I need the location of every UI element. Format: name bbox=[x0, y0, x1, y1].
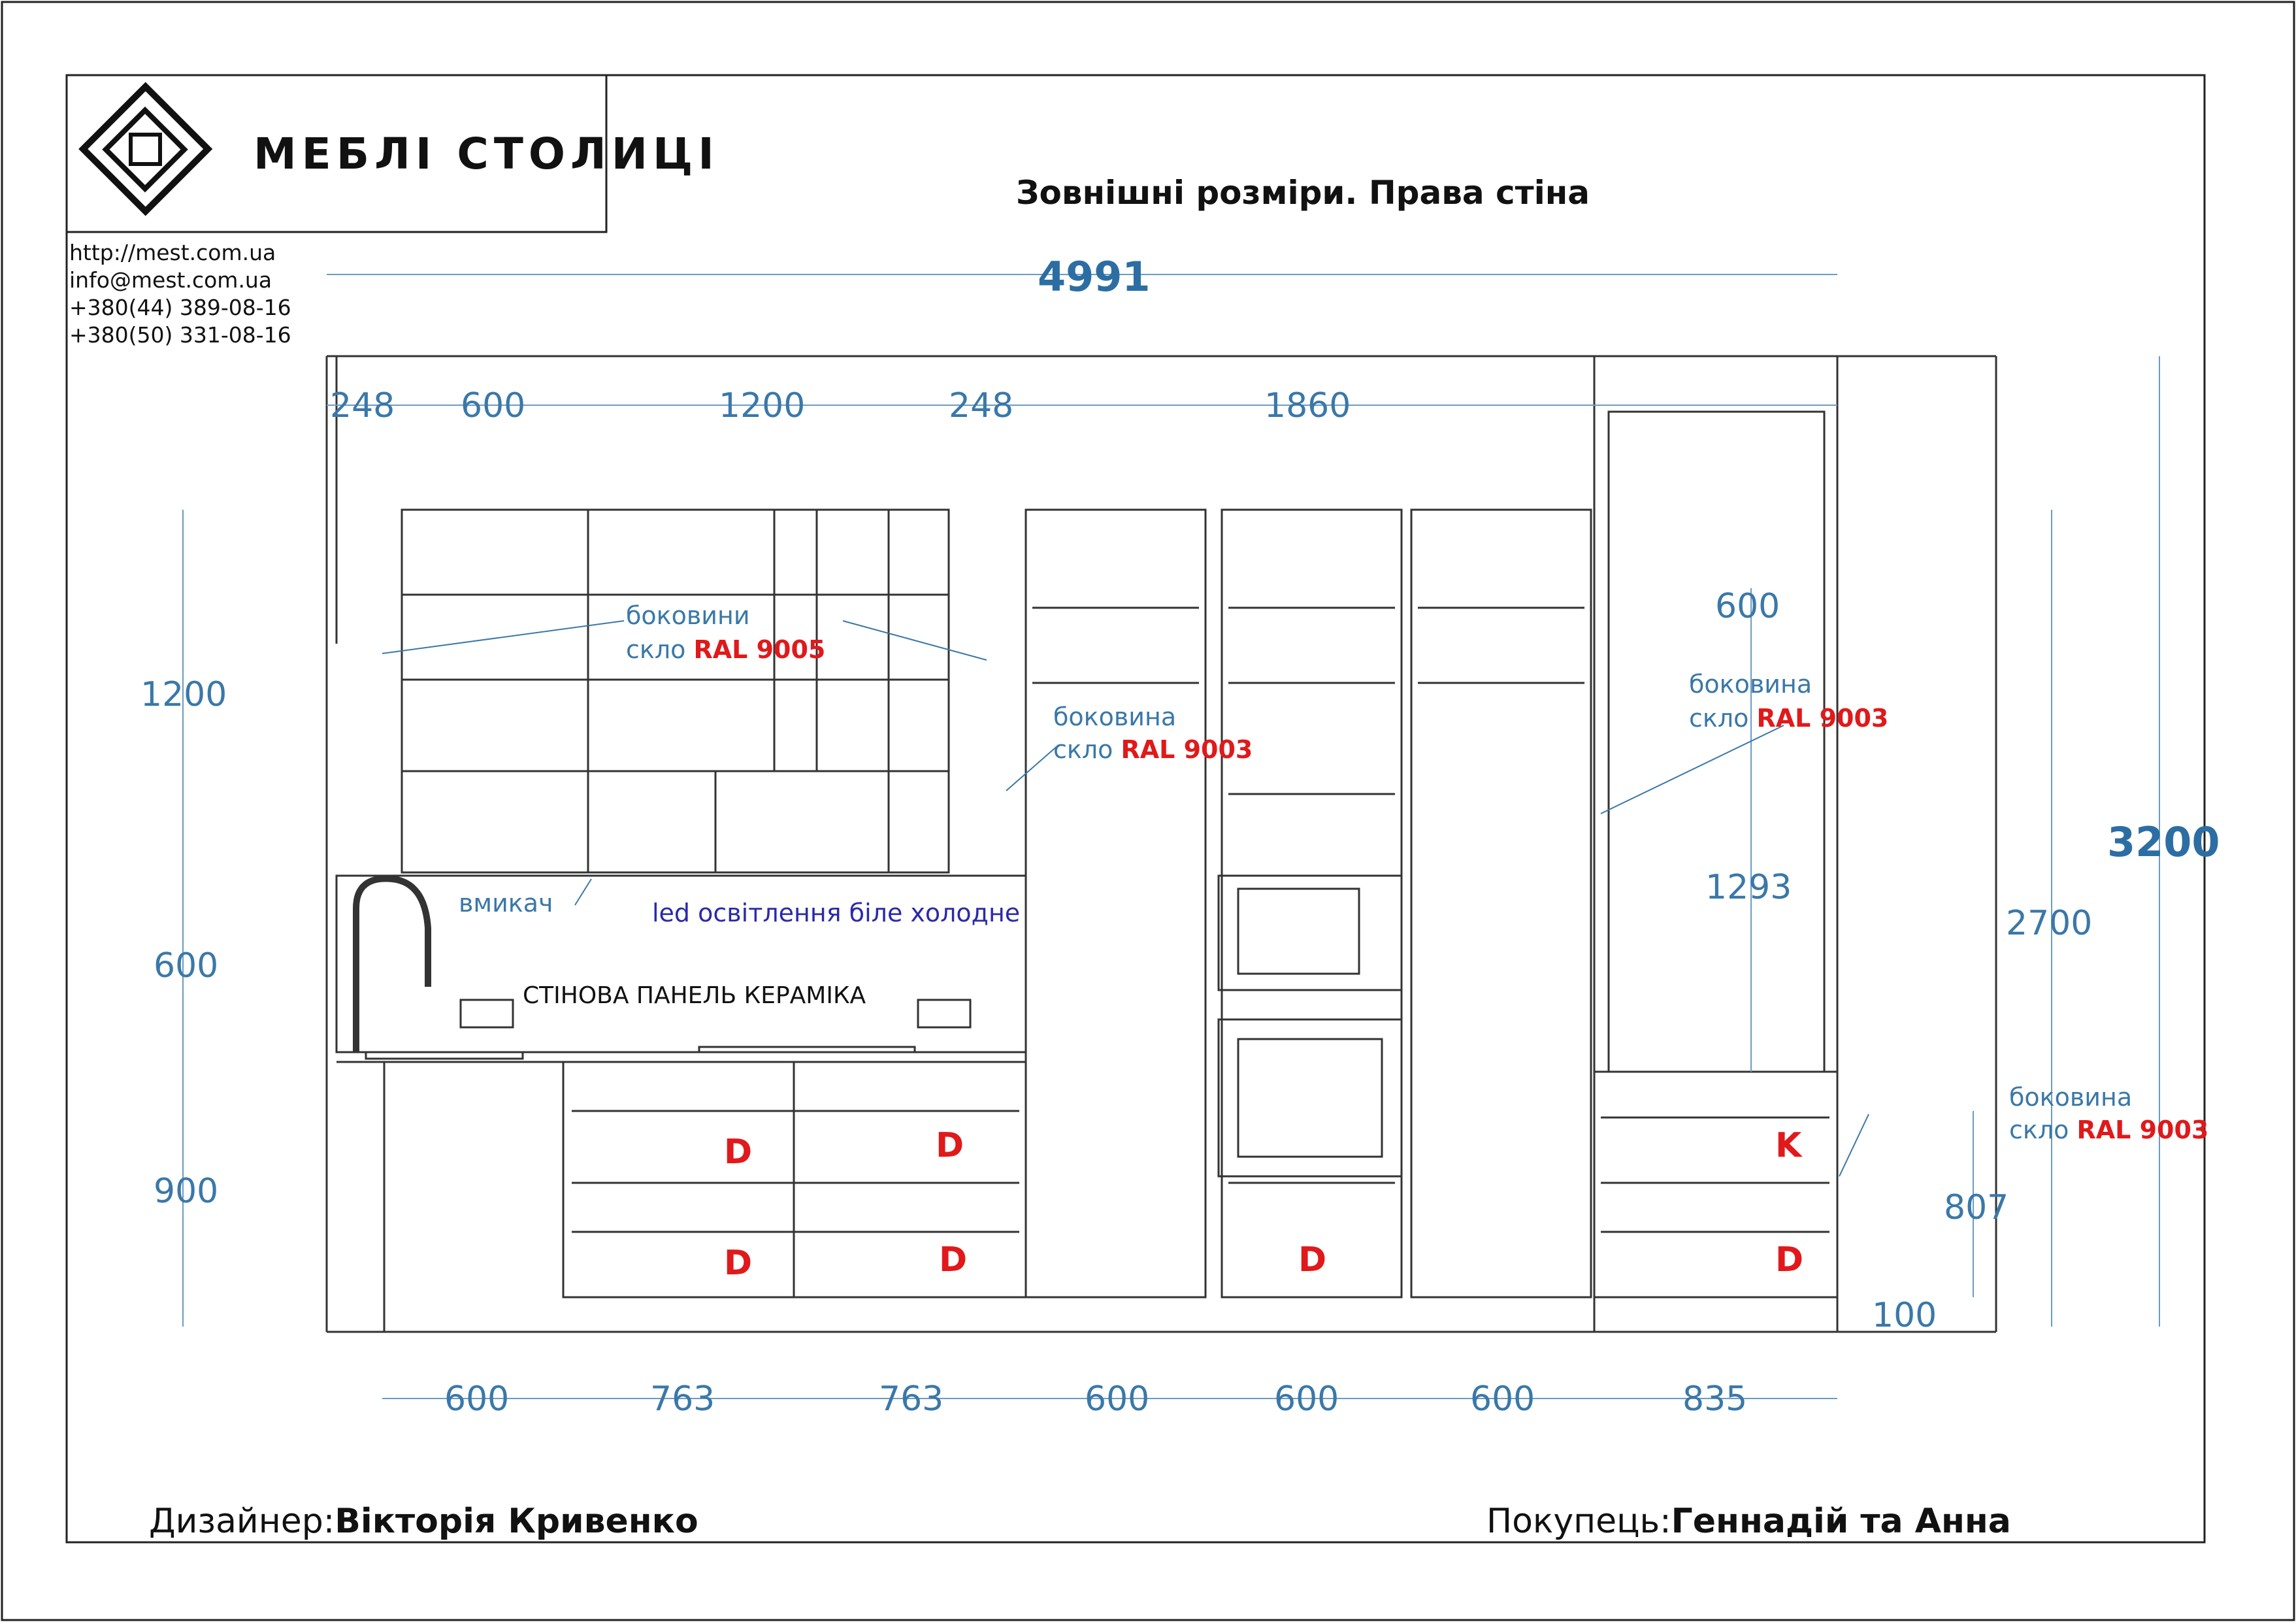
website-text: http://mest.com.ua bbox=[69, 240, 276, 265]
dim-top-248-left: 248 bbox=[330, 386, 395, 425]
base-cabinets bbox=[384, 1062, 1026, 1332]
dim-overall-height: 3200 bbox=[2107, 818, 2220, 866]
note-sides-glass-line1: боковини bbox=[626, 601, 750, 630]
note-side-tall-line2 bbox=[1053, 735, 1253, 764]
room-outline bbox=[327, 356, 1996, 1332]
marker-d-3: D bbox=[724, 1244, 753, 1283]
upper-glass-cabinets bbox=[402, 510, 949, 872]
dimension-lines bbox=[183, 274, 2159, 1399]
note-side-tall-line1: боковина bbox=[1053, 703, 1177, 731]
tall-cabinets bbox=[1026, 510, 1591, 1297]
note-wall-panel: СТІНОВА ПАНЕЛЬ КЕРАМІКА bbox=[523, 982, 866, 1009]
note-sides-glass-line2 bbox=[626, 635, 825, 664]
dim-left-900: 900 bbox=[154, 1172, 219, 1211]
note-side-right-line2 bbox=[1689, 704, 1888, 733]
dim-right-600: 600 bbox=[1715, 587, 1780, 626]
customer-line bbox=[1486, 1502, 2011, 1541]
dim-bottom-763-a: 763 bbox=[650, 1380, 715, 1419]
dim-bottom-600-d: 600 bbox=[1470, 1380, 1535, 1419]
logo-icon bbox=[83, 87, 208, 212]
dim-right-1293: 1293 bbox=[1705, 868, 1792, 907]
marker-d-2: D bbox=[936, 1126, 964, 1165]
dim-bottom-835: 835 bbox=[1682, 1380, 1748, 1419]
email-text: info@mest.com.ua bbox=[69, 267, 272, 293]
note-side-tall-ral: RAL 9003 bbox=[1121, 735, 1253, 764]
socket-right-icon bbox=[918, 1000, 970, 1027]
countertop bbox=[336, 1047, 1026, 1062]
marker-d-4: D bbox=[939, 1240, 968, 1280]
dim-top-600: 600 bbox=[461, 386, 526, 425]
dim-left-600: 600 bbox=[154, 946, 219, 985]
page-border bbox=[2, 2, 2294, 1620]
dim-top-248-right: 248 bbox=[949, 386, 1014, 425]
dim-right-807: 807 bbox=[1944, 1188, 2009, 1227]
phone-kyiv-text: +380(44) 389-08-16 bbox=[69, 295, 291, 320]
dim-bottom-763-b: 763 bbox=[879, 1380, 944, 1419]
note-side-bottom-prefix: скло bbox=[2009, 1116, 2069, 1144]
phone-mobile-text: +380(50) 331-08-16 bbox=[69, 322, 291, 348]
oven-icon bbox=[1219, 1019, 1402, 1176]
company-name: МЕБЛІ СТОЛИЦІ bbox=[254, 129, 719, 179]
dim-bottom-600-b: 600 bbox=[1085, 1380, 1150, 1419]
dim-top-1860: 1860 bbox=[1264, 386, 1351, 425]
note-sides-glass-ral: RAL 9005 bbox=[693, 635, 826, 664]
marker-d-1: D bbox=[724, 1133, 753, 1172]
dim-right-2700: 2700 bbox=[2006, 904, 2093, 943]
designer-name: Вікторія Кривенко bbox=[335, 1502, 698, 1541]
marker-d-5: D bbox=[1298, 1240, 1327, 1280]
note-side-right-prefix: скло bbox=[1689, 704, 1749, 733]
faucet-icon bbox=[356, 879, 428, 1052]
dim-overall-width: 4991 bbox=[1038, 253, 1151, 301]
designer-line bbox=[149, 1502, 698, 1541]
note-side-right-ral: RAL 9003 bbox=[1756, 704, 1889, 733]
note-sides-glass-prefix: скло bbox=[626, 635, 686, 664]
sheet-title: Зовнішні розміри. Права стіна bbox=[1016, 174, 1590, 212]
socket-left-icon bbox=[461, 1000, 513, 1027]
note-side-bottom-line2 bbox=[2009, 1116, 2208, 1144]
note-switch: вмикач bbox=[459, 889, 553, 918]
marker-k: K bbox=[1775, 1126, 1802, 1165]
note-side-bottom-line1: боковина bbox=[2009, 1083, 2133, 1112]
dim-bottom-600-c: 600 bbox=[1274, 1380, 1339, 1419]
designer-label: Дизайнер: bbox=[149, 1502, 335, 1541]
customer-label: Покупець: bbox=[1486, 1502, 1671, 1541]
note-side-right-line1: боковина bbox=[1689, 670, 1812, 699]
note-side-bottom-ral: RAL 9003 bbox=[2076, 1116, 2209, 1144]
dim-bottom-600-a: 600 bbox=[444, 1380, 510, 1419]
title-block bbox=[67, 75, 719, 348]
dim-left-1200: 1200 bbox=[140, 675, 227, 714]
dim-right-100: 100 bbox=[1872, 1296, 1937, 1335]
customer-name: Геннадій та Анна bbox=[1671, 1502, 2011, 1541]
dim-top-1200: 1200 bbox=[719, 386, 806, 425]
note-led-lighting: led освітлення біле холодне bbox=[652, 899, 1021, 927]
marker-d-6: D bbox=[1775, 1240, 1804, 1280]
note-side-tall-prefix: скло bbox=[1053, 735, 1113, 764]
